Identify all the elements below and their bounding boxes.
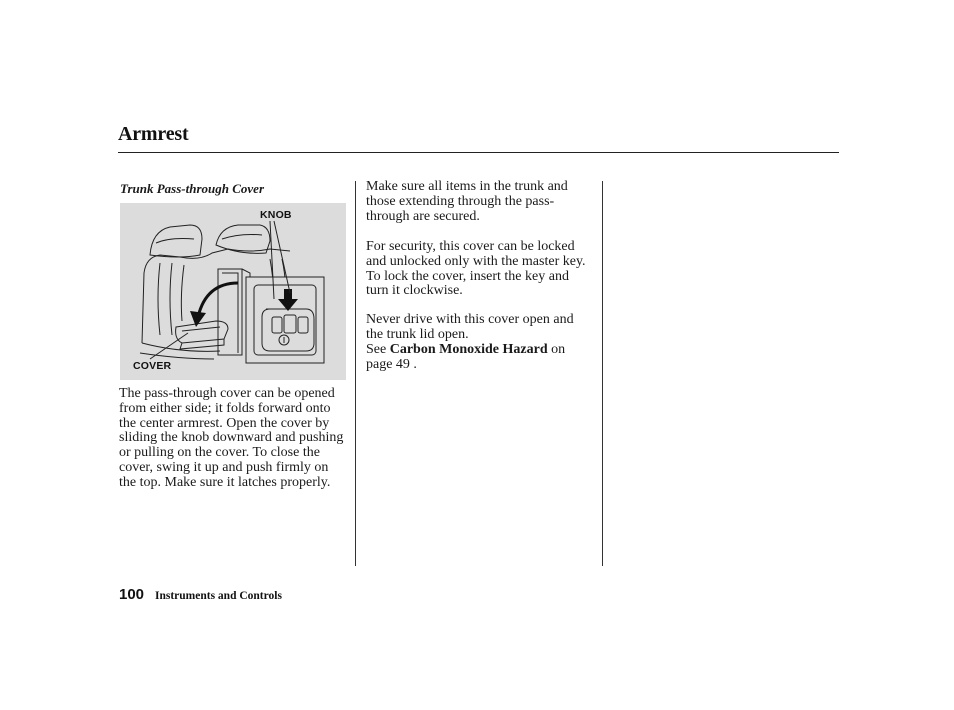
page-reference: page 49 . <box>366 356 417 372</box>
title-divider <box>118 152 839 153</box>
right-paragraph-3-reference <box>366 343 594 373</box>
column-divider-right <box>602 181 603 566</box>
see-text: See <box>366 342 387 357</box>
carbon-monoxide-hazard-link[interactable]: Carbon Monoxide Hazard <box>389 342 548 357</box>
on-text: on <box>551 342 566 357</box>
figure-caption: Trunk Pass-through Cover <box>120 181 264 196</box>
armrest-illustration <box>120 203 346 380</box>
section-name: Instruments and Controls <box>155 590 282 602</box>
right-paragraph-3-line1: Never drive with this cover open and the trunk lid open. <box>366 312 574 342</box>
cover-label: COVER <box>133 360 172 372</box>
page-number: 100 <box>119 586 145 603</box>
left-paragraph-1: The pass-through cover can be opened from either side; it folds forward onto the center armrest. Open the cover by sliding the knob downward and pushing or pulling on the cover. To close the cover, swing it up and push firmly on the top. Make sure it latches properly. <box>119 386 344 490</box>
page-title: Armrest <box>118 123 189 145</box>
rear-seat-drawing <box>120 203 346 380</box>
right-paragraph-1: Make sure all items in the trunk and those extending through the pass-through are secured. <box>366 179 568 224</box>
column-divider-left <box>355 181 356 566</box>
knob-label: KNOB <box>260 209 292 221</box>
right-paragraph-2: For security, this cover can be locked and unlocked only with the master key. To lock the cover, insert the key and turn it clockwise. <box>366 239 586 299</box>
